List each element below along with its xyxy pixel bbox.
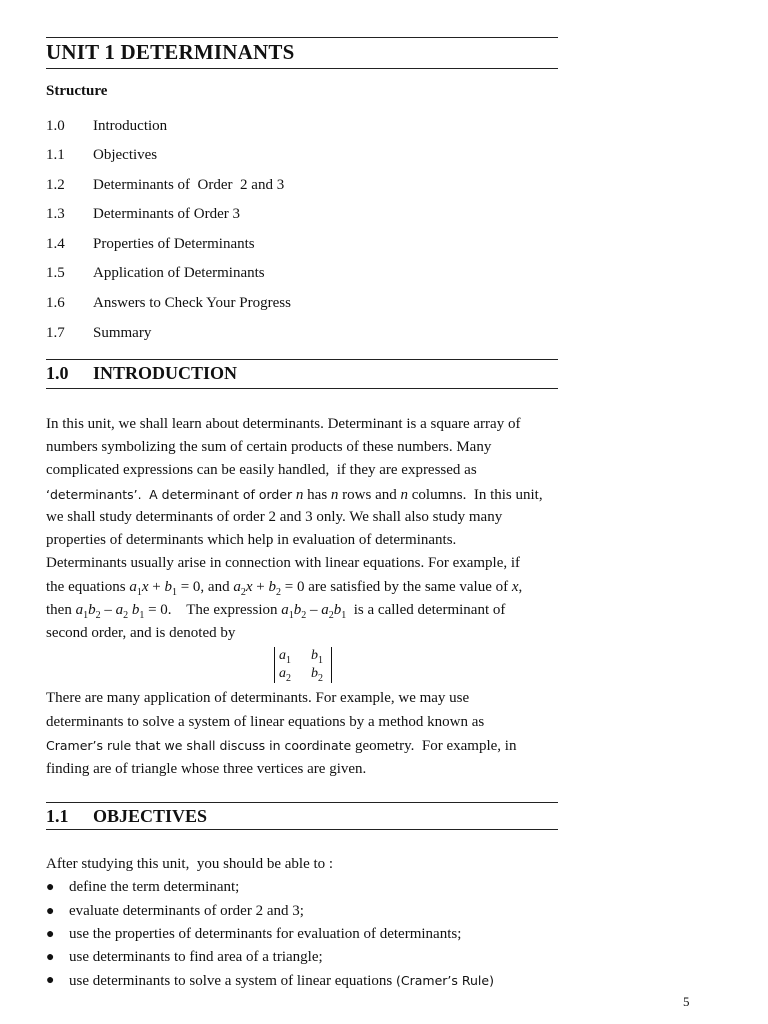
- paragraph-line: There are many application of determinants. For example, we may use: [46, 690, 470, 706]
- matrix-cell-b1: $b_1$: [311, 648, 323, 666]
- bullet-icon: ●: [46, 950, 55, 965]
- paragraph-line: complicated expressions can be easily handled, if they are expressed as: [46, 462, 477, 478]
- paragraph-line: ‘determinants’. A determinant of order n has n rows and n columns. In this unit,: [46, 487, 543, 503]
- intro-bottom-rule: [46, 388, 558, 389]
- paragraph-line: the equations $a_1x + b_1 = 0$, and $a_2x + b_2 = 0$ are satisfied by the same value of x,: [46, 579, 523, 598]
- page-number: 5: [683, 994, 690, 1009]
- bullet-icon: ●: [46, 880, 55, 895]
- paragraph-line: Determinants usually arise in connection with linear equations. For example, if: [46, 555, 521, 571]
- structure-heading: Structure: [46, 83, 108, 99]
- paragraph-line: Cramer’s rule that we shall discuss in coordinate geometry. For example, in: [46, 738, 517, 754]
- unit-title: UNIT 1 DETERMINANTS: [46, 40, 295, 64]
- matrix-cell-a2: $a_2$: [279, 666, 291, 684]
- paragraph-line: In this unit, we shall learn about determinants. Determinant is a square array of: [46, 416, 521, 432]
- unit-title-rule: [46, 68, 558, 69]
- paragraph-line: then $a_1b_2 - a_2$ $b_1 = 0$. The expression $a_1b_2 - a_2b_1$ is a called determinant of: [46, 602, 506, 621]
- paragraph-line: properties of determinants which help in evaluation of determinants.: [46, 532, 457, 548]
- paragraph-line: numbers symbolizing the sum of certain products of these numbers. Many: [46, 439, 492, 455]
- paragraph-line: we shall study determinants of order 2 and 3 only. We shall also study many: [46, 509, 503, 525]
- paragraph-line: determinants to solve a system of linear equations by a method known as: [46, 714, 485, 730]
- matrix-cell-a1: $a_1$: [279, 648, 291, 666]
- intro-top-rule: [46, 359, 558, 360]
- bullet-icon: ●: [46, 927, 55, 942]
- bullet-icon: ●: [46, 904, 55, 919]
- objectives-intro: After studying this unit, you should be able to :: [46, 856, 334, 872]
- paragraph-line: second order, and is denoted by: [46, 625, 236, 641]
- objectives-bottom-rule: [46, 829, 558, 830]
- matrix-cell-b2: $b_2$: [311, 666, 323, 684]
- determinant-matrix: [274, 647, 332, 683]
- objectives-top-rule: [46, 802, 558, 803]
- top-rule: [46, 37, 558, 38]
- bullet-icon: ●: [46, 973, 55, 988]
- paragraph-line: finding are of triangle whose three vertices are given.: [46, 761, 367, 777]
